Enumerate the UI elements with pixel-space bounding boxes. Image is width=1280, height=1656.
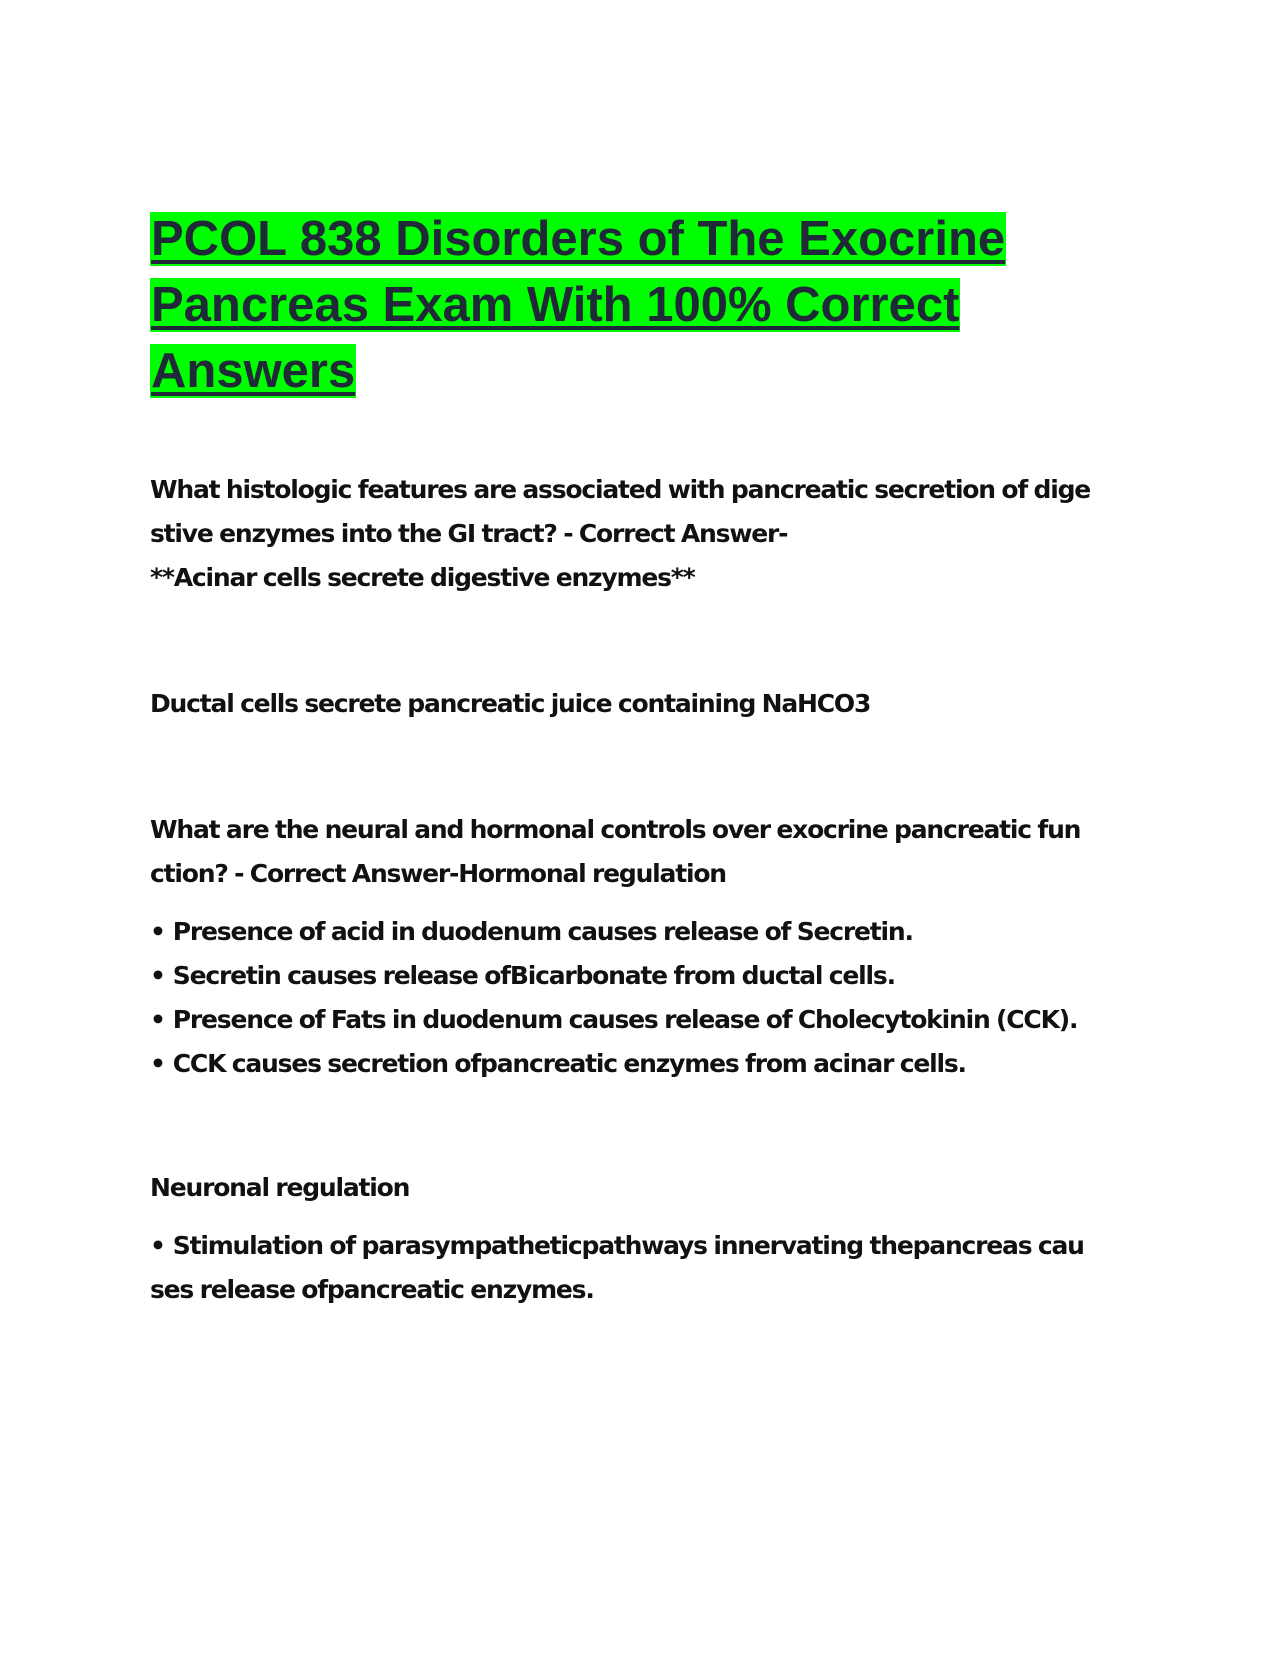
- list-item: [150, 998, 1140, 1042]
- list-item-text: Secretin causes release ofBicarbonate from ductal cells.: [172, 961, 895, 990]
- list-item: [150, 910, 1140, 954]
- document-content: [150, 206, 1140, 1312]
- list-item-text: CCK causes secretion ofpancreatic enzymes from acinar cells.: [172, 1049, 966, 1078]
- document-title: [150, 206, 1140, 404]
- list-item: [150, 1224, 1140, 1312]
- question-2-line-1: What are the neural and hormonal controls over exocrine pancreatic fun: [150, 815, 1081, 844]
- list-item: [150, 1042, 1140, 1086]
- bullet-icon: •: [150, 1049, 165, 1078]
- question-2-line-2: ction? - Correct Answer-Hormonal regulation: [150, 859, 726, 888]
- list-item-text-line-2: ses release ofpancreatic enzymes.: [150, 1275, 594, 1304]
- neuronal-bullet-list: [150, 1224, 1140, 1312]
- list-item: [150, 954, 1140, 998]
- question-1: [150, 468, 1140, 600]
- neuronal-regulation-heading: Neuronal regulation: [150, 1173, 410, 1202]
- document-body: [150, 468, 1140, 1312]
- list-item-text: Presence of Fats in duodenum causes release of Cholecytokinin (CCK).: [172, 1005, 1078, 1034]
- list-item-text: Presence of acid in duodenum causes release of Secretin.: [172, 917, 913, 946]
- document-title-text: PCOL 838 Disorders of The Exocrine Pancreas Exam With 100% Correct Answers: [151, 212, 1006, 398]
- hormonal-bullet-list: [150, 910, 1140, 1086]
- question-1-line-2: stive enzymes into the GI tract? - Correct Answer-: [150, 519, 788, 548]
- ductal-cells-paragraph: Ductal cells secrete pancreatic juice containing NaHCO3: [150, 689, 871, 718]
- bullet-icon: •: [150, 1005, 165, 1034]
- question-2: [150, 808, 1140, 896]
- bullet-icon: •: [150, 917, 165, 946]
- question-1-answer: **Acinar cells secrete digestive enzymes**: [150, 563, 695, 592]
- bullet-icon: •: [150, 1231, 165, 1260]
- list-item-text-line-1: Stimulation of parasympatheticpathways innervating thepancreas cau: [172, 1231, 1084, 1260]
- question-1-line-1: What histologic features are associated with pancreatic secretion of dige: [150, 475, 1091, 504]
- bullet-icon: •: [150, 961, 165, 990]
